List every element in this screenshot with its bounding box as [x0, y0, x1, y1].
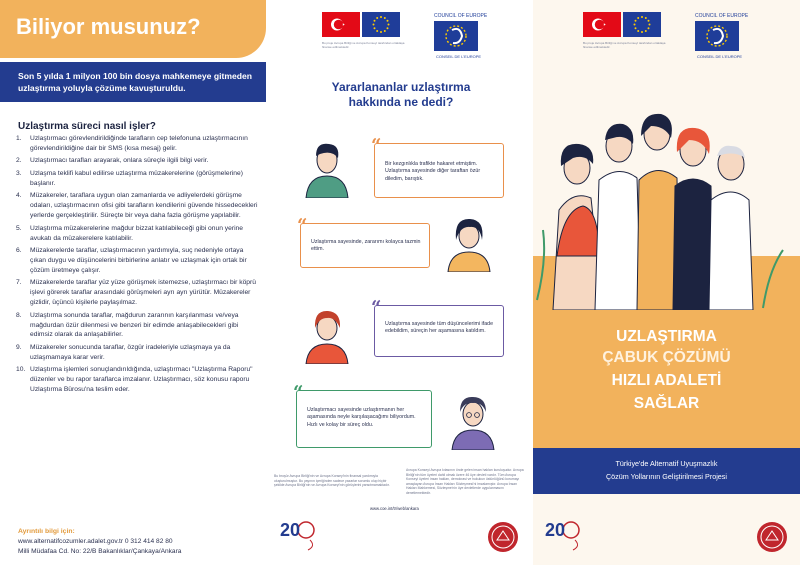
testimonials-title: Yararlananlar uzlaştırma hakkında ne dedi?	[331, 80, 471, 109]
anniversary-number: 20	[545, 520, 566, 540]
quote-text: Uzlaştırma sayesinde, zararımı kolayca tazmin ettim.	[311, 239, 421, 253]
header-title: Biliyor musunuz?	[16, 14, 201, 39]
step-number: 6.	[16, 247, 22, 255]
coe-about-text: Avrupa Konseyi Avrupa kıtasının önde gelen insan hakları kuruluşudur. Avrupa Birliği'nin tüm üyeleri dahil olmak üzere 46 üye devleti vardır. Tüm Avrupa Konseyi üyeleri insan hakları, demokrasi ve hukukun üstünlüğünü korumayı amaçlayan Avrupa İnsan Hakları Sözleşmesi'ni imzalamıştır. Avrupa İnsan Hakları Mahkemesi, Sözleşme'nin üye devletlerde uygulanmasını denetlemektedir.	[406, 468, 524, 495]
cover-panel	[533, 0, 800, 565]
funding-caption: Bu proje Avrupa Birliği ve Avrupa Konseyi tarafından ortaklaşa finanse edilmektedir.	[583, 41, 666, 49]
step-number: 10.	[16, 366, 26, 374]
contact-address: Milli Müdafaa Cd. No: 22/B Bakanlıklar/Çankaya/Ankara	[18, 548, 182, 555]
woman-redhair-avatar-icon	[302, 302, 352, 364]
step-number: 7.	[16, 279, 22, 287]
step-number: 8.	[16, 311, 22, 319]
step-text: Müzakerelerde taraflar yüz yüze görüşmek istemezse, uzlaştırmacı bir köprü işlevi görerek taraflar arasındaki görüşmeleri ayrı ayrı yürütür. Müzakereler gizlidir, üçüncü kişilerle paylaşılmaz.	[30, 279, 256, 307]
coe-subtitle: CONSEIL DE L'EUROPE	[697, 54, 743, 59]
coe-logo-icon	[695, 21, 739, 51]
step-text: Uzlaştırma işlemleri sonuçlandırıldığında, uzlaştırmacı "Uzlaştırma Raporu" düzenler ve bu rapor taraflarca imzalanır. Uzlaştırmacı, söz konusu raporu Uzlaştırma Bürosu'na teslim eder.	[30, 366, 253, 394]
fact-text: Son 5 yılda 1 milyon 100 bin dosya mahkemeye gitmeden uzlaştırma yoluyla çözüme kavuşturuldu.	[18, 71, 253, 93]
quote-mark-icon: “	[371, 297, 382, 318]
cover-title-line4: SAĞLAR	[633, 395, 700, 412]
eu-flag-icon	[362, 12, 400, 37]
man-avatar-icon	[302, 136, 352, 198]
step-number: 3.	[16, 169, 22, 177]
funding-caption: Bu proje Avrupa Birliği ve Avrupa Konseyi tarafından ortaklaşa finanse edilmektedir.	[322, 41, 405, 49]
quote-bubble	[293, 382, 432, 448]
step-number: 4.	[16, 192, 22, 200]
step-item	[16, 246, 260, 276]
step-number: 9.	[16, 343, 22, 351]
quote-mark-icon: “	[297, 215, 308, 236]
eu-flag-icon	[623, 12, 661, 37]
quote-text: Uzlaştırma sayesinde tüm düşüncelerimi ifade edebildim, süreçin her aşamasına katıldım.	[385, 321, 494, 335]
step-text: Uzlaştırma müzakerelerine mağdur bizzat katılabileceği gibi onun yerine avukatı da müzakerelere katılabilir.	[30, 224, 243, 242]
ministry-seal-icon	[488, 522, 518, 552]
anniversary-number: 20	[280, 520, 301, 540]
fact-band	[0, 62, 266, 102]
turkey-flag-icon	[322, 12, 360, 37]
process-steps	[16, 134, 260, 398]
project-title-line2: Çözüm Yollarının Geliştirilmesi Projesi	[605, 472, 728, 481]
quote-text: Uzlaştırmacı sayesinde uzlaştırmanın her aşamasında neyle karşılaşacağımı biliyordum. Hızlı ve kolay bir süreç oldu.	[307, 407, 416, 428]
coe-title: COUNCIL OF EUROPE	[434, 13, 488, 19]
step-text: Uzlaştırmacı görevlendirildiğinde tarafların cep telefonuna uzlaştırmacının görevlendirildiğine dair bir SMS (kısa mesaj) gelir.	[30, 135, 248, 152]
quote-text: Bir kezgınlıkla trafikte hakaret etmiştim. Uzlaştırma sayesinde diğer taraftan özür diledim, barıştık.	[385, 161, 481, 182]
quote-mark-icon: “	[371, 135, 382, 156]
contact-title: Ayrıntılı bilgi için:	[18, 528, 75, 535]
testimonials-panel	[266, 0, 533, 565]
step-item	[16, 156, 260, 166]
header-banner	[0, 0, 266, 58]
step-item	[16, 191, 260, 221]
step-number: 5.	[16, 224, 22, 232]
step-text: Müzakereler sonucunda taraflar, özgür iradeleriyle uzlaşmaya ya da uzlaşmamaya karar verir.	[30, 343, 231, 361]
step-item	[16, 169, 260, 189]
woman-avatar-icon	[444, 210, 494, 272]
project-title-line1: Türkiye'de Alternatif Uyuşmazlık	[615, 459, 718, 468]
step-text: Uzlaştırma sonunda taraflar, mağdurun zararının karşılanması ve/veya mağdurdan özür dilenmesi ve benzeri bir edimde anlaşabilecekleri gibi edimsiz olarak da anlaşabilirler.	[30, 311, 239, 339]
process-title: Uzlaştırma süreci nasıl işler?	[18, 121, 156, 132]
group-people-illustration-icon	[533, 60, 800, 310]
ministry-seal-icon	[757, 522, 787, 552]
step-item	[16, 343, 260, 363]
step-text: Müzakerelerde taraflar, uzlaştırmacının yardımıyla, suç nedeniyle ortaya çıkan duygu ve düşüncelerini birbirlerine anlatır ve uzlaşmak için ortak bir çözüm üretmeye çalışır.	[30, 247, 247, 274]
cover-title-line2: ÇABUK ÇÖZÜMÜ	[602, 349, 731, 366]
disclaimer-text: Bu broşür Avrupa Birliği'nin ve Avrupa Konseyi'nin finansal yardımıyla oluşturulmuştur. Bu yayının içeriğinden sadece yazarlar sorumlu olup hiçbir şekilde Avrupa Birliği'nin ve Avrupa Konseyi'nin görüşlerini yansıtmamaktadır.	[274, 474, 390, 488]
project-band	[533, 448, 800, 494]
turkey-flag-icon	[583, 12, 621, 37]
step-item	[16, 224, 260, 244]
coe-title: COUNCIL OF EUROPE	[695, 13, 749, 19]
quote-bubble	[297, 215, 430, 268]
coe-logo-icon	[434, 21, 478, 51]
step-text: Uzlaşma teklifi kabul edilirse uzlaştırma müzakerelerine (görüşmelerine) başlanır.	[30, 169, 243, 187]
contact-web-phone: www.alternatifcozumler.adalet.gov.tr 0 312 414 82 80	[18, 538, 173, 545]
step-item	[16, 134, 260, 154]
step-item	[16, 365, 260, 395]
quote-bubble	[371, 135, 504, 198]
quote-mark-icon: “	[293, 382, 304, 403]
coe-subtitle: CONSEIL DE L'EUROPE	[436, 54, 482, 59]
step-text: Uzlaştırmacı tarafları arayarak, onlara süreçle ilgili bilgi verir.	[30, 157, 209, 165]
info-panel	[0, 0, 266, 565]
cover-title-line1: UZLAŞTIRMA	[616, 328, 717, 345]
step-item	[16, 311, 260, 341]
quote-bubble	[371, 297, 504, 357]
step-number: 1.	[16, 135, 22, 142]
step-text: Müzakereler, taraflara uygun olan zamanlarda ve adliyelerdeki görüşme odaları, uzlaştırmacının ofisi gibi tarafların kendilerini güvende hissedecekleri yerlerde gerçekleştirilir. Süreçte bir veya daha fazla görüşme yapılabilir.	[30, 192, 258, 220]
anniversary-badge	[280, 516, 320, 557]
step-number: 2.	[16, 157, 22, 165]
older-woman-avatar-icon	[448, 388, 498, 450]
coe-website: www.coe.int/tr/web/ankara	[370, 506, 419, 511]
step-item	[16, 278, 260, 308]
anniversary-badge	[545, 516, 585, 557]
cover-title-line3: HIZLI ADALETİ	[611, 372, 722, 389]
